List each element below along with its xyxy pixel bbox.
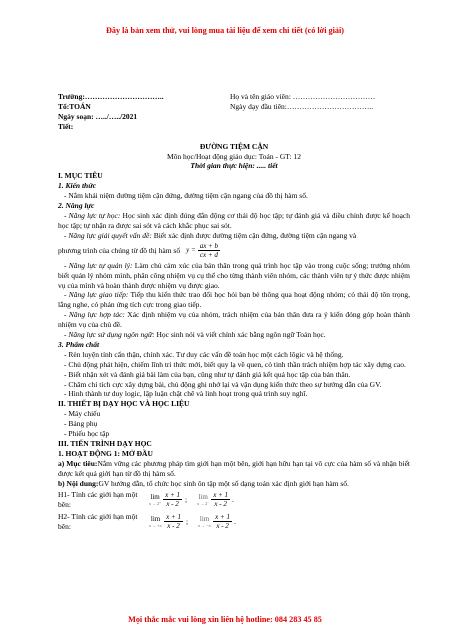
section-1-heading: I. MỤC TIÊU: [58, 171, 103, 181]
section-3-heading: III. TIẾN TRÌNH DẠY HỌC: [58, 439, 152, 448]
preview-banner: Đây là bản xem thử, vui lòng mua tài liệu để xem chi tiết (có lời giải): [105, 26, 344, 35]
fraction-denominator: x - 2: [214, 500, 227, 509]
label: - Năng lực tự học:: [64, 210, 121, 220]
limit-fraction: [163, 491, 182, 508]
label: - Năng lực hợp tác:: [64, 310, 125, 320]
fraction-numerator: x + 1: [213, 491, 229, 500]
school-field: Trường:…………………………..: [58, 92, 164, 101]
text: Tiếp thu kiến thức trao đổi học hỏi bạn bè thông qua hoạt động nhóm; có thái độ tôn trọng, lắng nghe, có phản ứng tích cực trong giao tiếp.: [58, 290, 410, 310]
competence-communication: [58, 290, 410, 310]
lim-subscript: x → 2⁻: [197, 500, 210, 506]
label: b) Nội dung:: [58, 478, 99, 488]
lim-subscript: x → −∞: [198, 522, 212, 528]
knowledge-item: - Nắm khái niệm đường tiệm cận đứng, đường tiệm cận ngang của đồ thị hàm số.: [64, 191, 308, 201]
text: Nắm vững các phương pháp tìm giới hạn một bên, giới hạn hữu hạn tại vô cực của hàm số và nhận biết được kết quả giới hạn từ đồ thị hàm số.: [58, 458, 411, 478]
limit-fraction: [164, 513, 183, 530]
document-body: [58, 92, 410, 533]
label: - Năng lực giải quyết vấn đề:: [64, 230, 152, 240]
content-paragraph: [58, 479, 410, 489]
objective-paragraph: [58, 459, 410, 479]
competence-self-study: [58, 211, 410, 231]
limit-fraction: [211, 491, 230, 508]
question-label: H2- Tính các giới hạn một bên:: [58, 511, 138, 531]
text: Học sinh xác định đúng đắn động cơ thái độ học tập; tự đánh giá và điều chỉnh được kế hoạch học tập; tự nhận ra được sai sót và cách khắc phục sai sót.: [58, 210, 410, 230]
equipment-item: - Bảng phụ: [64, 419, 98, 429]
quality-item: - Chủ động phát hiện, chiếm lĩnh tri thức mới, biết quy lạ về quen, có tinh thần trách nhiệm hợp tác xây dựng cao.: [64, 359, 406, 369]
header-row-1: [58, 92, 410, 102]
competence-self-management: [58, 261, 410, 291]
text: Biết xác định được đường tiệm cận đứng, đường tiệm cận ngang và: [151, 230, 357, 240]
fraction-numerator: x + 1: [215, 513, 230, 522]
question-label: H1- Tính các giới hạn một bên:: [58, 489, 138, 509]
competence-language: [58, 330, 410, 340]
section-2-heading: II. THIẾT BỊ DẠY HỌC VÀ HỌC LIỆU: [58, 399, 190, 409]
function-lhs: y =: [186, 245, 196, 254]
limit-fraction: [213, 513, 232, 530]
text: Xác định nhiệm vụ của nhóm, trách nhiệm của bản thân đưa ra ý kiến đóng góp hoàn thành nhiệm vụ của chủ đề.: [58, 310, 410, 330]
text: phương trình của chúng từ đồ thị hàm số: [58, 245, 181, 255]
activity-1-heading: 1. HOẠT ĐỘNG 1: MỞ ĐẦU: [58, 448, 153, 458]
text: Học sinh nói và viết chính xác bằng ngôn ngữ Toán học.: [154, 330, 326, 340]
header-row-2: [58, 102, 410, 112]
lim-word: lim: [150, 492, 160, 501]
lesson-title: ĐƯỜNG TIỆM CẬN: [199, 141, 269, 151]
limit-operator: [149, 516, 162, 528]
competence-cooperation: [58, 310, 410, 330]
equipment-item: - Máy chiếu: [64, 409, 101, 419]
lim-word: lim: [199, 514, 210, 523]
quality-item: - Hình thành tư duy logic, lập luận chặt chẽ và linh hoạt trong quá trình suy nghĩ.: [64, 389, 308, 399]
quality-item: - Rèn luyện tính cẩn thận, chính xác. Tư duy các vấn đề toán học một cách lôgic và hệ thống.: [64, 349, 344, 359]
limit-operator: [197, 494, 209, 506]
fraction-numerator: x + 1: [165, 491, 180, 500]
limit-expression: lim x → 2⁺ $\frac{x + 1}{x - 2}$ ;: [149, 491, 188, 509]
limit-operator: [198, 516, 211, 528]
quality-item: - Biết nhận xét và đánh giá bài làm của bạn, cũng như tự đánh giá kết quả học tập của bản thân.: [64, 369, 351, 379]
label: - Năng lực tự quản lý:: [64, 260, 133, 270]
prep-date-field: Ngày soạn: …../…../2021: [58, 111, 138, 121]
label: a) Mục tiêu:: [58, 458, 98, 468]
label: - Năng lực giao tiếp:: [64, 290, 129, 300]
limit-expression: lim x → +∞ $\frac{x + 1}{x - 2}$ ;: [149, 513, 189, 531]
competence-problem-solving-cont: [58, 241, 410, 261]
lim-subscript: x → 2⁺: [149, 500, 162, 506]
quality-heading: 3. Phẩm chất: [58, 339, 100, 349]
competence-problem-solving: [58, 231, 410, 241]
equipment-item: - Phiếu học tập: [64, 429, 110, 439]
knowledge-heading: 1. Kiến thức: [58, 181, 97, 191]
time-line: Thời gian thực hiện: ..... tiết: [190, 161, 278, 171]
limit-expression: lim x → −∞ $\frac{x + 1}{x - 2}$ .: [198, 513, 236, 531]
label: - Năng lực sử dụng ngôn ngữ:: [64, 330, 155, 340]
hotline-footer: Mọi thắc mắc vui lòng xin liên hệ hotline: 084 283 45 85: [128, 615, 322, 624]
fraction-denominator: x - 2: [166, 500, 179, 509]
period-field: Tiết:: [58, 121, 74, 131]
fraction-denominator: x - 2: [167, 522, 180, 531]
limit-expression: lim x → 2⁻ $\frac{x + 1}{x - 2}$ .: [197, 491, 234, 509]
lim-subscript: x → +∞: [149, 522, 163, 528]
text: GV hướng dẫn, tổ chức học sinh ôn tập một số dạng toán xác định giới hạn hàm số.: [98, 478, 349, 488]
fraction-numerator: ax + b: [199, 242, 219, 251]
fraction-denominator: cx + d: [199, 251, 218, 260]
competence-heading: 2. Năng lực: [58, 201, 95, 211]
function-fraction: [198, 242, 220, 259]
text: Làm chủ cảm xúc của bản thân trong quá trình học tập vào trong cuộc sống; trưởng nhóm biết quản lý nhóm mình, phân công nhiệm vụ cụ thể cho từng thành viên nhóm, các thành viên tự ý thức được nhiệm vụ của mình và hoàn thành được nhiệm vụ được giao.: [58, 260, 410, 290]
quality-item: - Chăm chỉ tích cực xây dựng bài, chủ động ghi nhớ lại và vận dụng kiến thức theo sự hướng dẫn của GV.: [64, 379, 382, 389]
lim-word: lim: [150, 514, 161, 523]
lim-word: lim: [198, 492, 208, 501]
limit-operator: [149, 494, 161, 506]
fraction-denominator: x - 2: [216, 522, 229, 531]
teach-date-field: Ngày dạy đầu tiên:……………………………..: [230, 101, 374, 111]
question-h2: [58, 511, 410, 533]
fraction-numerator: x + 1: [166, 513, 181, 522]
subject-line: Môn học/Hoạt động giáo dục: Toán - GT: 12: [167, 151, 301, 161]
teacher-field: Họ và tên giáo viên: ……………………………: [230, 92, 376, 101]
question-h1: [58, 489, 410, 511]
group-field: Tổ:TOÁN: [58, 101, 91, 111]
